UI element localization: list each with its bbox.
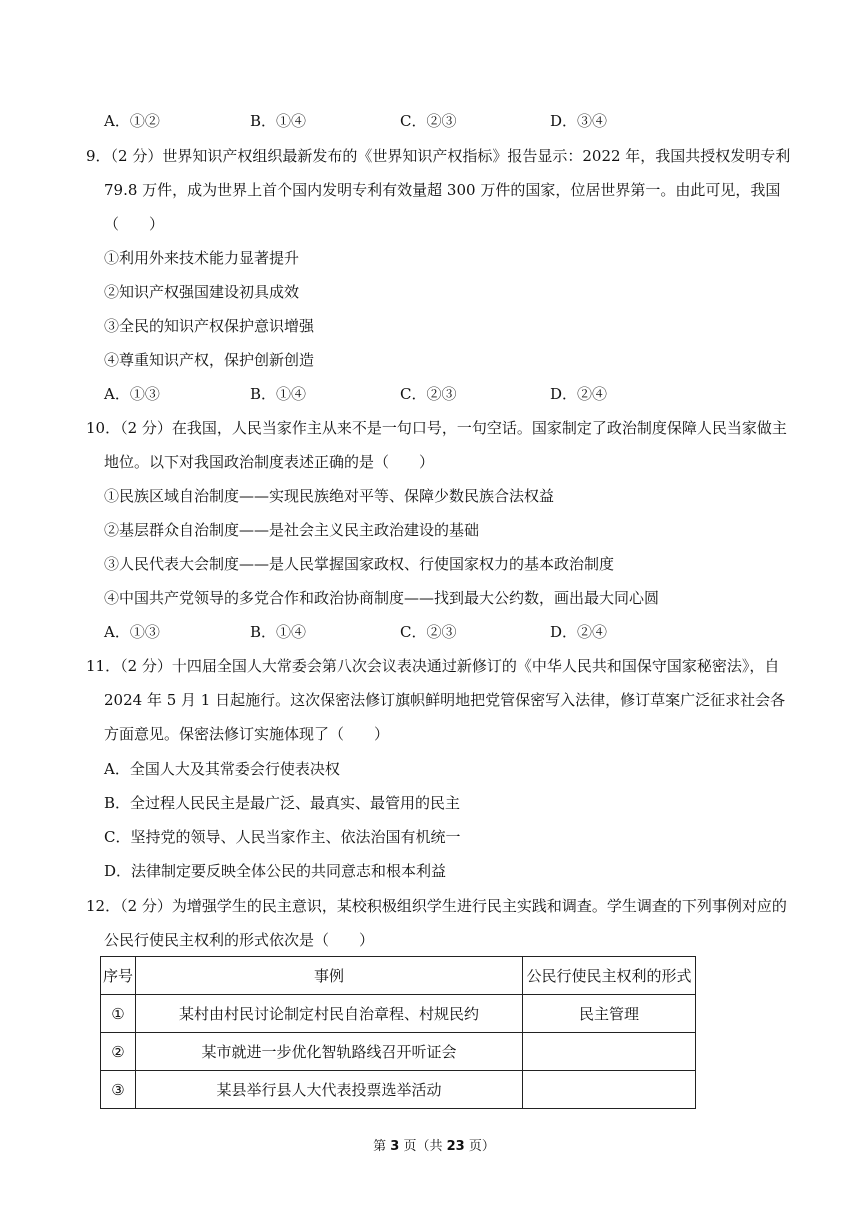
q9-option-d[interactable]: D．②④ bbox=[550, 385, 608, 403]
q9-options bbox=[104, 384, 664, 404]
q11-stem-line1: 11．（2 分）十四届全国人大常委会第八次会议表决通过新修订的《中华人民共和国保守国家秘密法》，自 bbox=[86, 657, 780, 675]
table-cell-empty bbox=[523, 1071, 696, 1109]
table-cell: 民主管理 bbox=[523, 995, 696, 1033]
q11-option-a[interactable]: A．全国人大及其常委会行使表决权 bbox=[104, 760, 340, 778]
q10-stem-line2: 地位。以下对我国政治制度表述正确的是（ ） bbox=[104, 453, 435, 471]
q10-item-1: ①民族区域自治制度——实现民族绝对平等、保障少数民族合法权益 bbox=[104, 487, 555, 505]
q9-option-a[interactable]: A．①③ bbox=[104, 385, 160, 403]
q9-option-b[interactable]: B．①④ bbox=[250, 385, 307, 403]
table-header-cell: 公民行使民主权利的形式 bbox=[523, 957, 696, 995]
q10-item-2: ②基层群众自治制度——是社会主义民主政治建设的基础 bbox=[104, 521, 480, 539]
q10-option-a[interactable]: A．①③ bbox=[104, 623, 160, 641]
table-row bbox=[101, 1033, 696, 1071]
table-cell: 某村由村民讨论制定村民自治章程、村规民约 bbox=[136, 995, 523, 1033]
q10-item-3: ③人民代表大会制度——是人民掌握国家政权、行使国家权力的基本政治制度 bbox=[104, 555, 615, 573]
table-row bbox=[101, 995, 696, 1033]
q12-stem-line2: 公民行使民主权利的形式依次是（ ） bbox=[104, 931, 375, 949]
table-cell-empty bbox=[523, 1033, 696, 1071]
table-cell: 某县举行县人大代表投票选举活动 bbox=[136, 1071, 523, 1109]
footer-middle: 页（共 bbox=[399, 1139, 447, 1154]
footer-page-number: 3 bbox=[390, 1139, 400, 1154]
q12-stem-line1: 12．（2 分）为增强学生的民主意识，某校积极组织学生进行民主实践和调查。学生调查的下列事例对应的 bbox=[86, 897, 787, 915]
page-footer bbox=[0, 1138, 868, 1156]
table-cell: 某市就进一步优化智轨路线召开听证会 bbox=[136, 1033, 523, 1071]
table-cell: ③ bbox=[101, 1071, 136, 1109]
q9-item-1: ①利用外来技术能力显著提升 bbox=[104, 249, 300, 267]
q9-stem-line1: 9．（2 分）世界知识产权组织最新发布的《世界知识产权指标》报告显示：2022 年，我国共授权发明专利 bbox=[86, 147, 791, 165]
q11-stem-line2: 2024 年 5 月 1 日起施行。这次保密法修订旗帜鲜明地把党管保密写入法律，修订草案广泛征求社会各 bbox=[104, 691, 786, 709]
q10-stem-line1: 10．（2 分）在我国，人民当家作主从来不是一句口号，一句空话。国家制定了政治制度保障人民当家做主 bbox=[86, 419, 787, 437]
q9-item-3: ③全民的知识产权保护意识增强 bbox=[104, 317, 315, 335]
q10-option-c[interactable]: C．②③ bbox=[400, 623, 457, 641]
q9-item-2: ②知识产权强国建设初具成效 bbox=[104, 283, 300, 301]
q10-options bbox=[104, 622, 664, 642]
q8-option-d[interactable]: D．③④ bbox=[550, 112, 608, 130]
table-cell: ② bbox=[101, 1033, 136, 1071]
footer-prefix: 第 bbox=[373, 1139, 391, 1154]
table-cell: ① bbox=[101, 995, 136, 1033]
q10-option-d[interactable]: D．②④ bbox=[550, 623, 608, 641]
q12-table bbox=[100, 956, 696, 1109]
q11-option-c[interactable]: C．坚持党的领导、人民当家作主、依法治国有机统一 bbox=[104, 828, 461, 846]
q8-option-a[interactable]: A．①② bbox=[104, 112, 160, 130]
q9-stem-line2: 79.8 万件，成为世界上首个国内发明专利有效量超 300 万件的国家，位居世界第一。由此可见，我国 bbox=[104, 181, 781, 199]
table-row bbox=[101, 1071, 696, 1109]
q8-options bbox=[104, 111, 664, 131]
q11-option-b[interactable]: B．全过程人民民主是最广泛、最真实、最管用的民主 bbox=[104, 794, 461, 812]
q11-stem-line3: 方面意见。保密法修订实施体现了（ ） bbox=[104, 725, 390, 743]
table-header-row bbox=[101, 957, 696, 995]
q10-option-b[interactable]: B．①④ bbox=[250, 623, 307, 641]
q8-option-b[interactable]: B．①④ bbox=[250, 112, 307, 130]
q10-item-4: ④中国共产党领导的多党合作和政治协商制度——找到最大公约数，画出最大同心圆 bbox=[104, 589, 660, 607]
q9-item-4: ④尊重知识产权，保护创新创造 bbox=[104, 351, 315, 369]
table-header-cell: 事例 bbox=[136, 957, 523, 995]
table-header-cell: 序号 bbox=[101, 957, 136, 995]
q11-option-d[interactable]: D．法律制定要反映全体公民的共同意志和根本利益 bbox=[104, 862, 447, 880]
q9-option-c[interactable]: C．②③ bbox=[400, 385, 457, 403]
footer-total-pages: 23 bbox=[446, 1139, 465, 1154]
footer-suffix: 页） bbox=[464, 1139, 495, 1154]
q9-stem-line3: （ ） bbox=[104, 215, 165, 233]
q8-option-c[interactable]: C．②③ bbox=[400, 112, 457, 130]
